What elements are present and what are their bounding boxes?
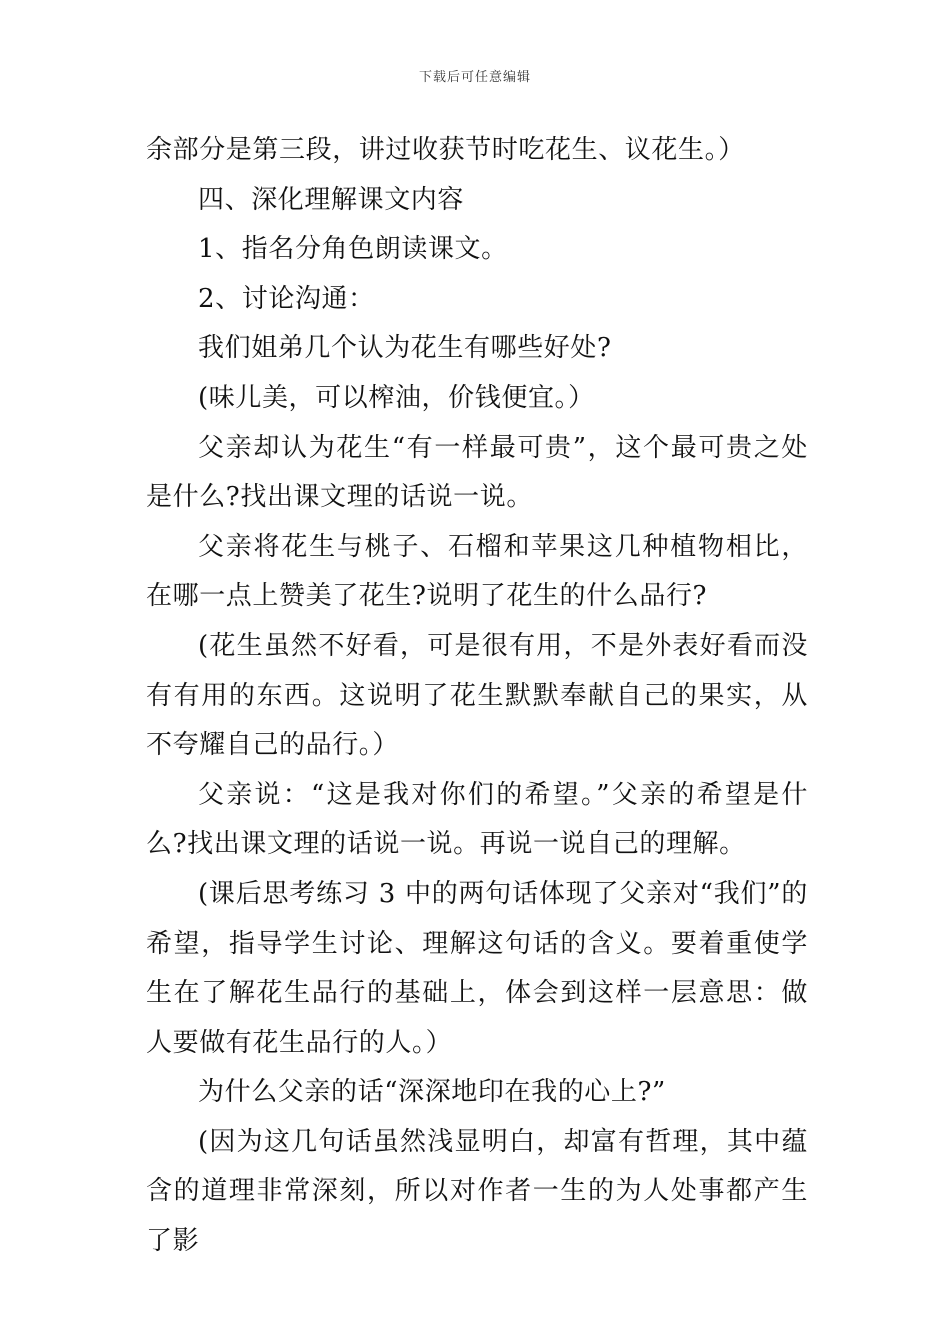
paragraph-continuation: 余部分是第三段，讲过收获节时吃花生、议花生。）: [146, 135, 745, 165]
paragraph: (味儿美，可以榨油，价钱便宜。）: [198, 382, 595, 413]
section-heading: 四、深化理解课文内容: [198, 184, 465, 215]
paragraph: (因为这几句话虽然浅显明白，却富有哲理，其中蕴含的道理非常深刻，所以对作者一生的为人处事都产生了影: [146, 1126, 808, 1257]
paragraph: 父亲却认为花生“有一样最可贵”，这个最可贵之处是什么?找出课文理的话说一说。: [146, 432, 808, 513]
paragraph: (课后思考练习 3 中的两句话体现了父亲对“我们”的希望，指导学生讨论、理解这句话的含义。要着重使学生在了解花生品行的基础上，体会到这样一层意思：做人要做有花生品行的人。）: [146, 878, 808, 1058]
document-body: [146, 126, 808, 1267]
page-header: 下载后可任意编辑: [418, 70, 531, 85]
paragraph: (花生虽然不好看，可是很有用，不是外表好看而没有有用的东西。这说明了花生默默奉献自己的果实，从不夸耀自己的品行。）: [146, 630, 808, 761]
paragraph: 父亲说：“这是我对你们的希望。”父亲的希望是什么?找出课文理的话说一说。再说一说自己的理解。: [146, 779, 808, 860]
paragraph: 为什么父亲的话“深深地印在我的心上?”: [198, 1077, 666, 1108]
paragraph: 我们姐弟几个认为花生有哪些好处?: [198, 333, 612, 364]
paragraph: 父亲将花生与桃子、石榴和苹果这几种植物相比，在哪一点上赞美了花生?说明了花生的什么品行?: [146, 531, 808, 612]
paragraph: 1、指名分角色朗读课文。: [198, 234, 508, 265]
paragraph: 2、讨论沟通：: [198, 283, 375, 314]
